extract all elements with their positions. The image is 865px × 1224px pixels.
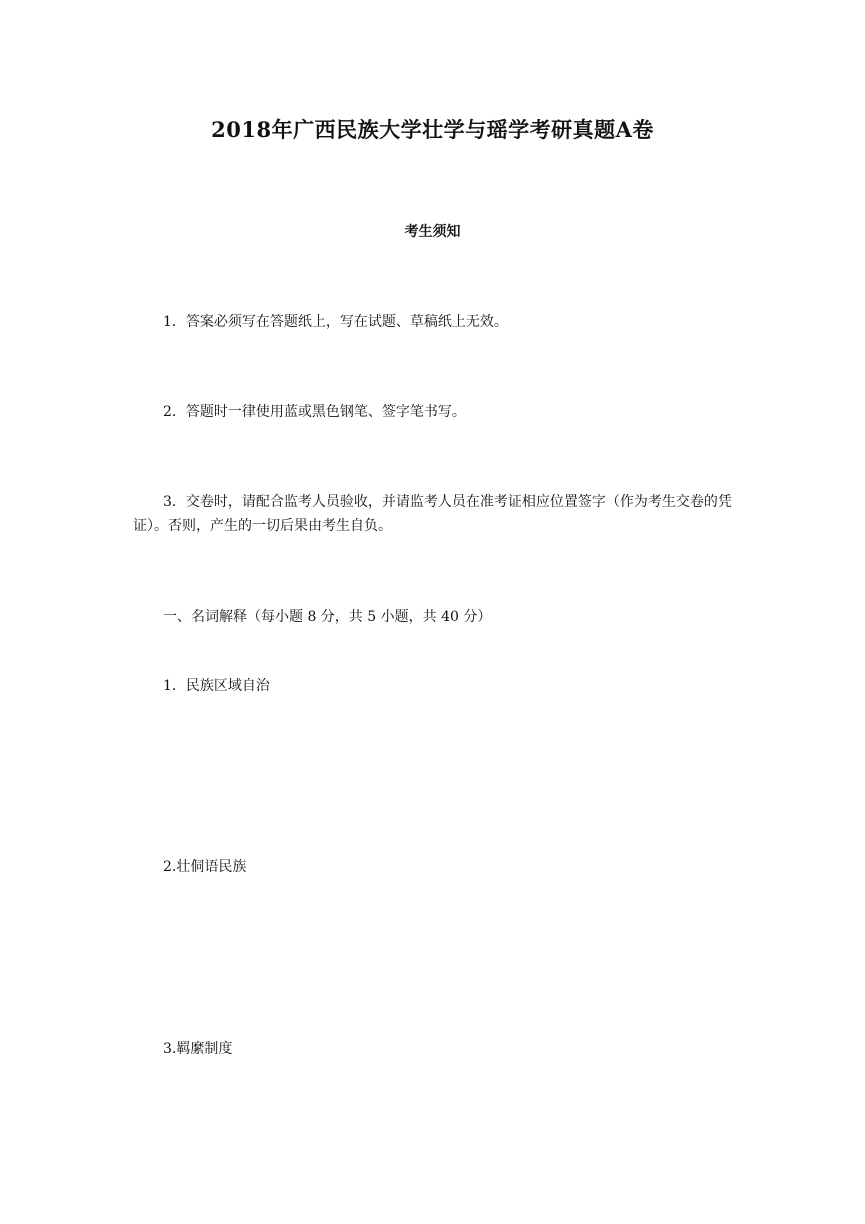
- notice-item: 1．答案必须写在答题纸上，写在试题、草稿纸上无效。: [163, 314, 508, 330]
- notice-heading: 考生须知: [404, 224, 461, 240]
- question-item: 3.羁縻制度: [163, 1041, 233, 1057]
- notice-item: 3．交卷时，请配合监考人员验收，并请监考人员在准考证相应位置签字（作为考生交卷的凭证）。否则，产生的一切后果由考生自负。: [133, 494, 732, 534]
- question-item: 1．民族区域自治: [163, 678, 270, 694]
- section-heading: 一、名词解释（每小题 8 分，共 5 小题，共 40 分）: [163, 609, 492, 625]
- question-item: 2.壮侗语民族: [163, 859, 247, 875]
- notice-item: 2．答题时一律使用蓝或黑色钢笔、签字笔书写。: [163, 404, 466, 420]
- page-title: 2018年广西民族大学壮学与瑶学考研真题A卷: [211, 117, 654, 142]
